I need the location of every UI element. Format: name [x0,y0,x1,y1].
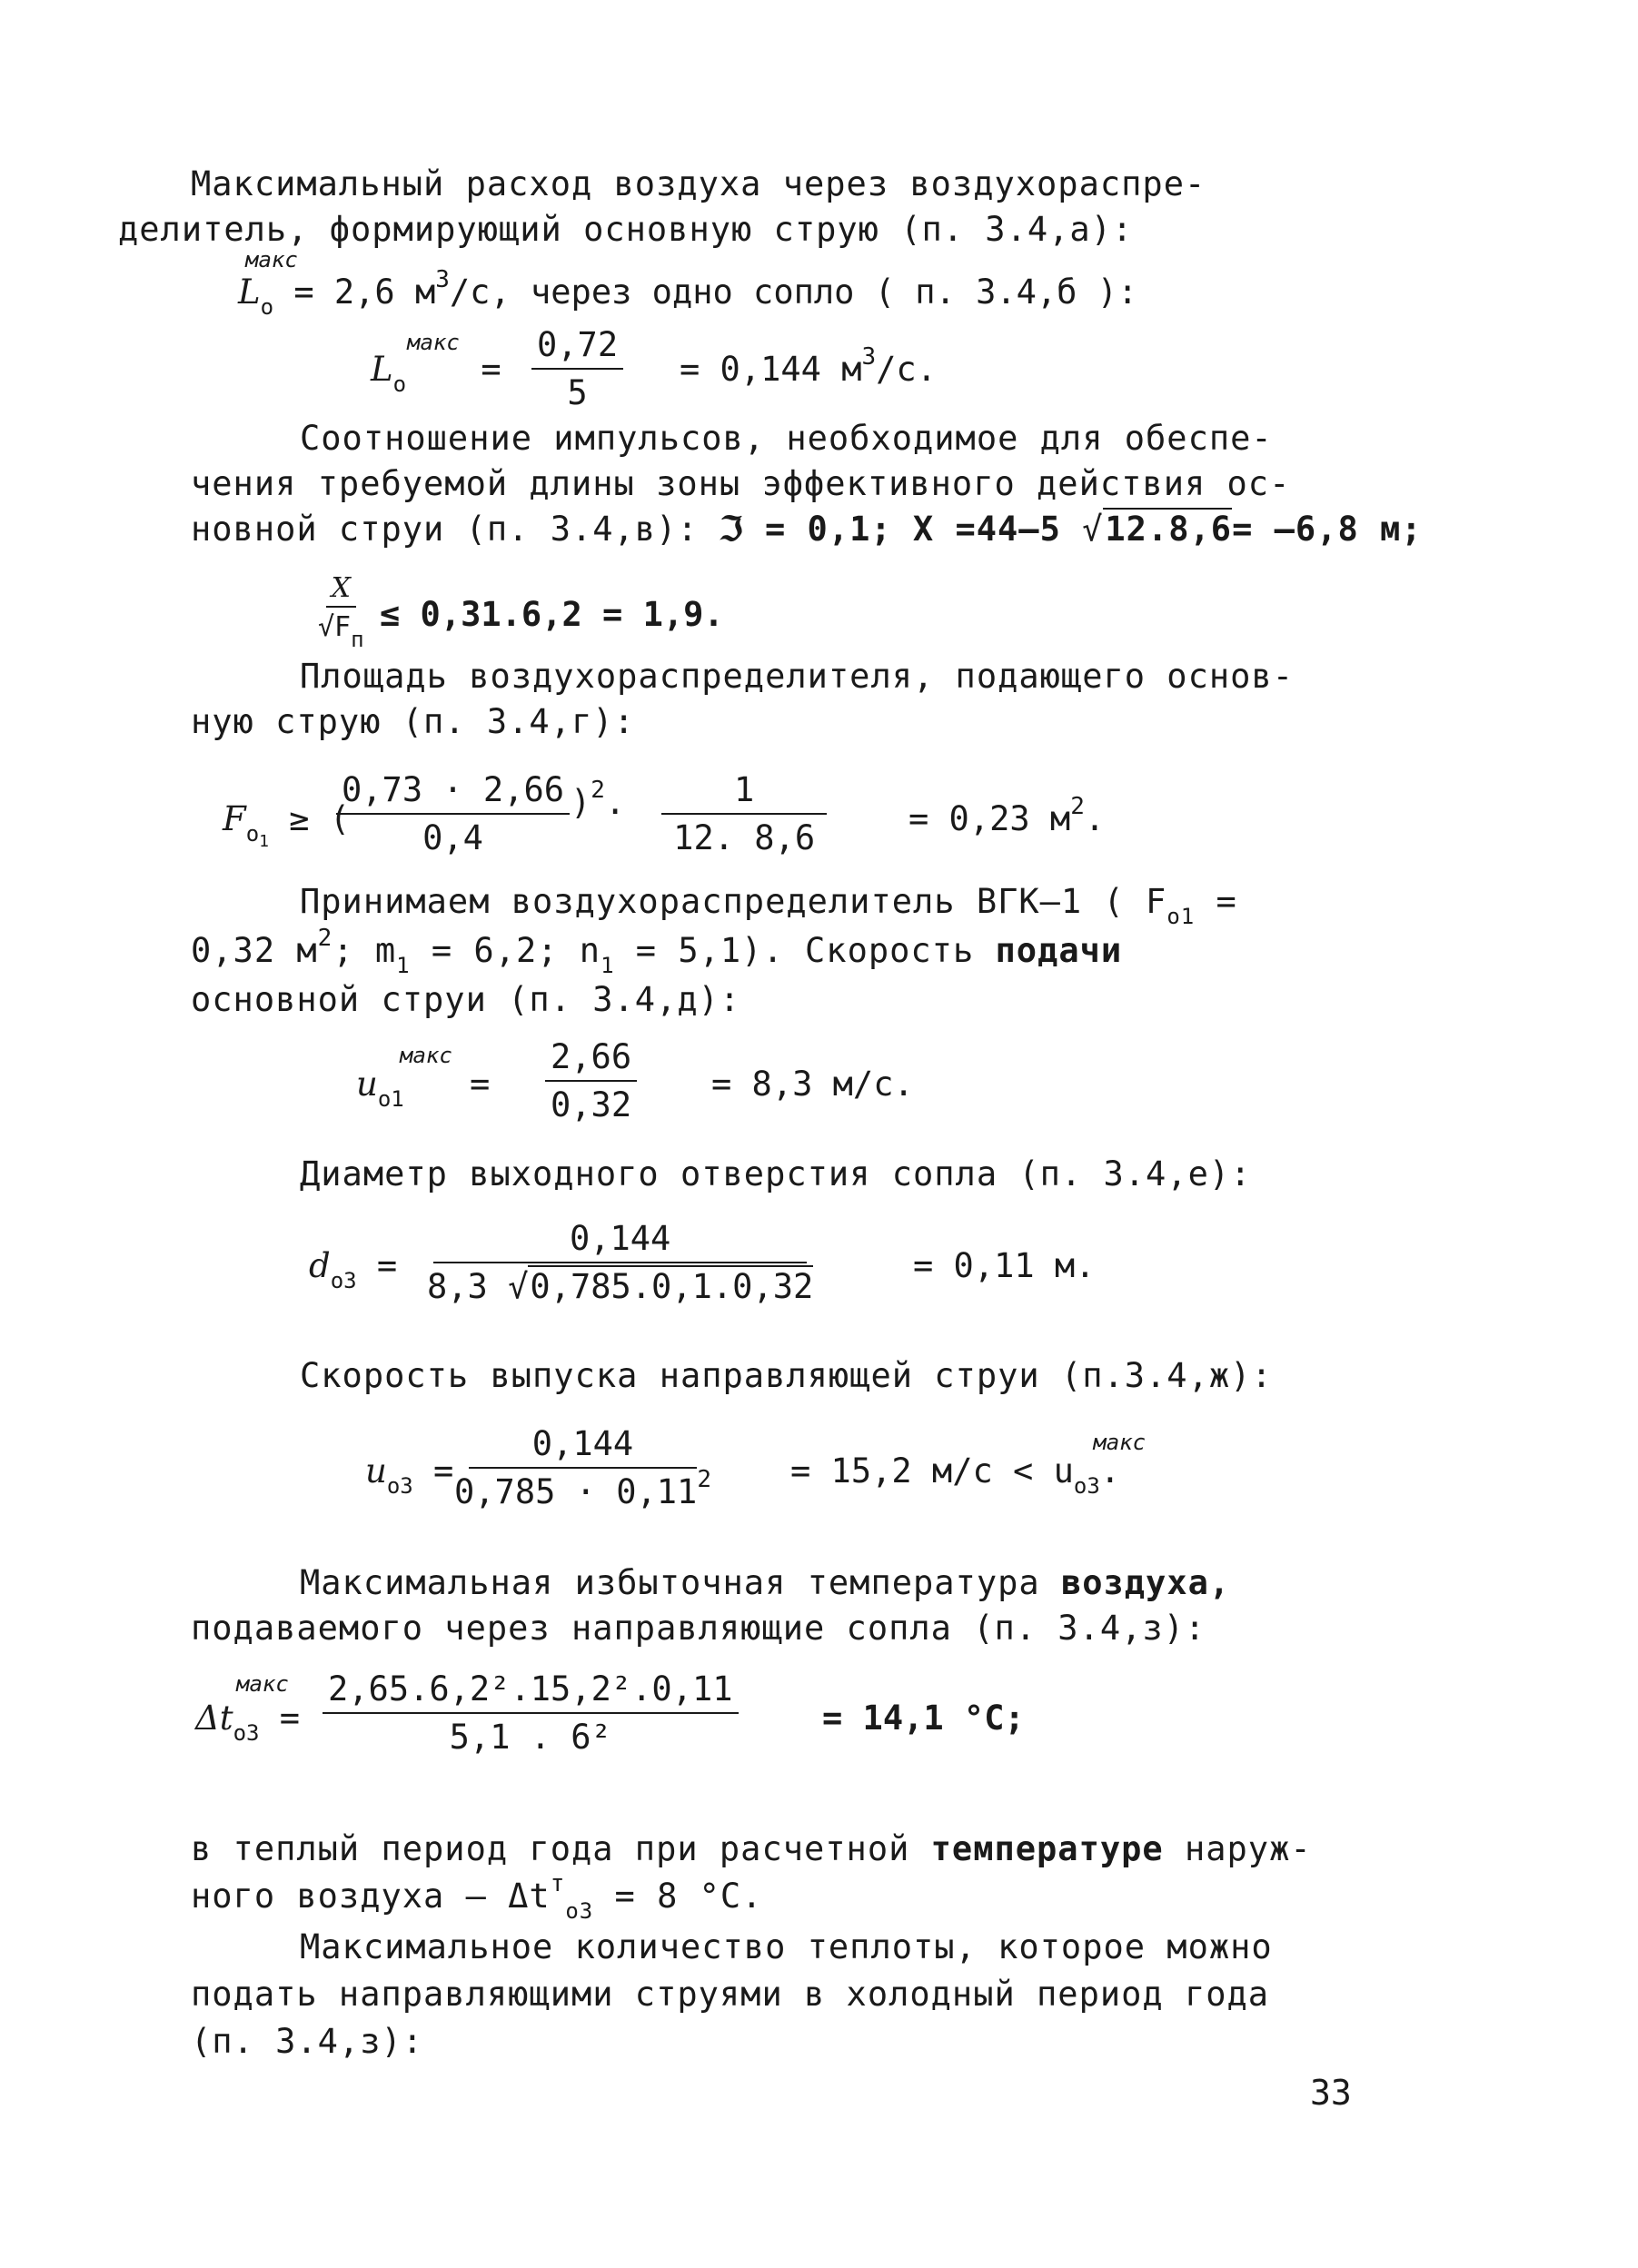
equals: = [470,1065,491,1104]
denominator: 5 [567,373,588,412]
inequality: ≤ 0,31.6,2 = 1,9. [380,595,724,634]
equation-4-lhs [223,799,351,851]
numerator: 2,66 [545,1037,637,1082]
text-line [191,507,1481,552]
text-line: Площадь воздухораспределителя, подающего основ- [300,657,1294,696]
denominator: $0,785 \cdot 0,11^2$ [454,1466,711,1511]
text-line: подаваемого через направляющие сопла (п. 3.4,з): [191,1609,1206,1648]
symbol: L [371,350,393,389]
text-line: Максимальный расход воздуха через воздухораспре- [191,164,1206,203]
end: . [1099,1451,1121,1491]
result: = 0,11 м. [913,1246,1096,1285]
subscript: o [260,294,274,320]
result [790,1430,1147,1499]
value: = 2,6 м [293,272,436,312]
text-line: ного воздуха – $\Delta t^т_{o3} = 8$ °С. [191,1870,763,1924]
equals: = [481,350,501,389]
numerator: 0,144 [469,1424,697,1469]
equals: = [433,1451,454,1491]
result-value: = 0,144 м [680,350,862,389]
equation-8-lhs [195,1671,301,1746]
numerator: 0,73 · 2,66 [336,770,570,815]
equals: = [376,1246,398,1285]
result: = 14,1 °С; [822,1699,1025,1738]
subscript: o3 [1073,1473,1100,1499]
numerator: 1 [661,770,827,815]
paragraph-7 [191,1560,1481,1651]
symbol: d [309,1246,331,1285]
fraction-1 [336,770,570,857]
subscript-index: 1 [259,832,269,851]
text-line: 0,32 $м^2$; $m_1 = 6,2$; $n_1 = 5,1$). Скорость подачи [191,925,1123,978]
text-line: подать направляющими струями в холодный период года [191,1975,1270,2014]
symbol: F [223,799,246,838]
text-line: Принимаем воздухораспределитель ВГК–1 ( $F_{o1}$ = [300,882,1237,929]
denominator: 12. 8,6 [673,818,816,857]
equation-6-lhs [309,1246,398,1293]
page-number: 33 [1310,2073,1352,2113]
paren: ) [571,783,591,822]
operator: ≥ ( [289,799,351,838]
text-line: Максимальная избыточная температура воздуха, [300,1563,1231,1602]
superscript-label: макс [1093,1430,1147,1455]
subscript: o1 [377,1086,404,1112]
denominator: 0,32 [551,1085,632,1124]
paragraph-3 [191,654,1481,745]
result [680,343,937,389]
text-line: Скорость выпуска направляющей струи (п.3.4,ж): [300,1356,1273,1395]
exponent: 3 [861,343,877,371]
fraction [531,325,623,412]
denominator: 8,3 √0,785.0,1.0,32 [427,1267,814,1306]
text-line: основной струи (п. 3.4,д): [191,980,741,1019]
fraction [323,1669,739,1757]
result-value: = 0,23 м [908,799,1071,838]
numerator: 0,144 [433,1219,807,1263]
denominator: $√F_п$ [318,611,364,652]
text-line: в теплый период года при расчетной температуре наруж- [191,1829,1312,1868]
equation-2 [371,330,501,397]
text-line: (п. 3.4,з): [191,2022,424,2061]
end: . [1084,799,1106,838]
fraction [545,1037,637,1124]
denominator: 0,4 [422,818,483,857]
equals: = [279,1699,301,1738]
paragraph-2 [191,416,1481,552]
subscript: o3 [386,1473,413,1499]
fraction-x-over-sqrtf [318,572,364,652]
superscript-label: макс [407,330,460,355]
superscript-label: макс [400,1043,452,1068]
result: = 8,3 м/с. [711,1065,914,1104]
formula-span: ℑ = 0,1; X =44–5 [719,510,1083,549]
text-line: делитель, формирующий основную струю (п. 3.4,а): [118,210,1134,249]
equation-7-lhs [365,1451,454,1499]
superscript-label: макс [236,1671,289,1697]
exponent: 2 [591,777,605,804]
sqrt-sign: √ [1082,510,1104,549]
text-line: Соотношение импульсов, необходимое для обеспе- [300,419,1273,458]
text-line: чения требуемой длины зоны эффективного действия ос- [191,464,1291,503]
text-line: ную струю (п. 3.4,г): [191,702,635,741]
result-value: = 15,2 м/с < u [790,1451,1074,1491]
subscript: o [245,821,260,847]
superscript-label: макс [245,247,298,272]
paragraph-8 [191,1826,1372,2065]
numerator: X [326,572,356,608]
symbol: u [365,1451,387,1491]
paragraph-5 [300,1152,1481,1197]
result [908,793,1106,838]
text-line: Диаметр выходного отверстия сопла (п. 3.4,е): [300,1154,1252,1193]
text-line: Максимальное количество теплоты, которое можно [300,1927,1273,1966]
symbol: L [238,272,261,312]
unit: /с. [876,350,937,389]
dot: . [604,783,626,822]
fraction [427,1219,813,1306]
equation-1 [238,247,1138,320]
symbol: Δt [195,1699,233,1738]
tail-text: /с, через одно сопло ( п. 3.4,б ): [449,272,1138,312]
result-span: = –6,8 м; [1232,510,1423,549]
subscript: o3 [330,1268,357,1293]
equation-5-lhs [356,1043,491,1112]
paragraph-4 [191,879,1481,1023]
text-span: новной струи (п. 3.4,в): [191,510,720,549]
numerator: 0,72 [531,325,623,370]
paragraph-1 [118,162,1372,253]
close-paren [571,777,626,822]
exponent: 3 [435,266,450,293]
exponent: 2 [1070,793,1085,820]
subscript: o3 [233,1720,260,1746]
fraction-2 [661,770,827,857]
subscript: o [392,371,407,397]
denominator: 5,1 . 6² [449,1718,611,1757]
sqrt-content: 12.8,6 [1105,510,1233,549]
symbol: u [356,1065,378,1104]
numerator: 2,65.6,2².15,2².0,11 [323,1669,739,1714]
fraction [454,1424,711,1511]
paragraph-6 [300,1353,1481,1399]
